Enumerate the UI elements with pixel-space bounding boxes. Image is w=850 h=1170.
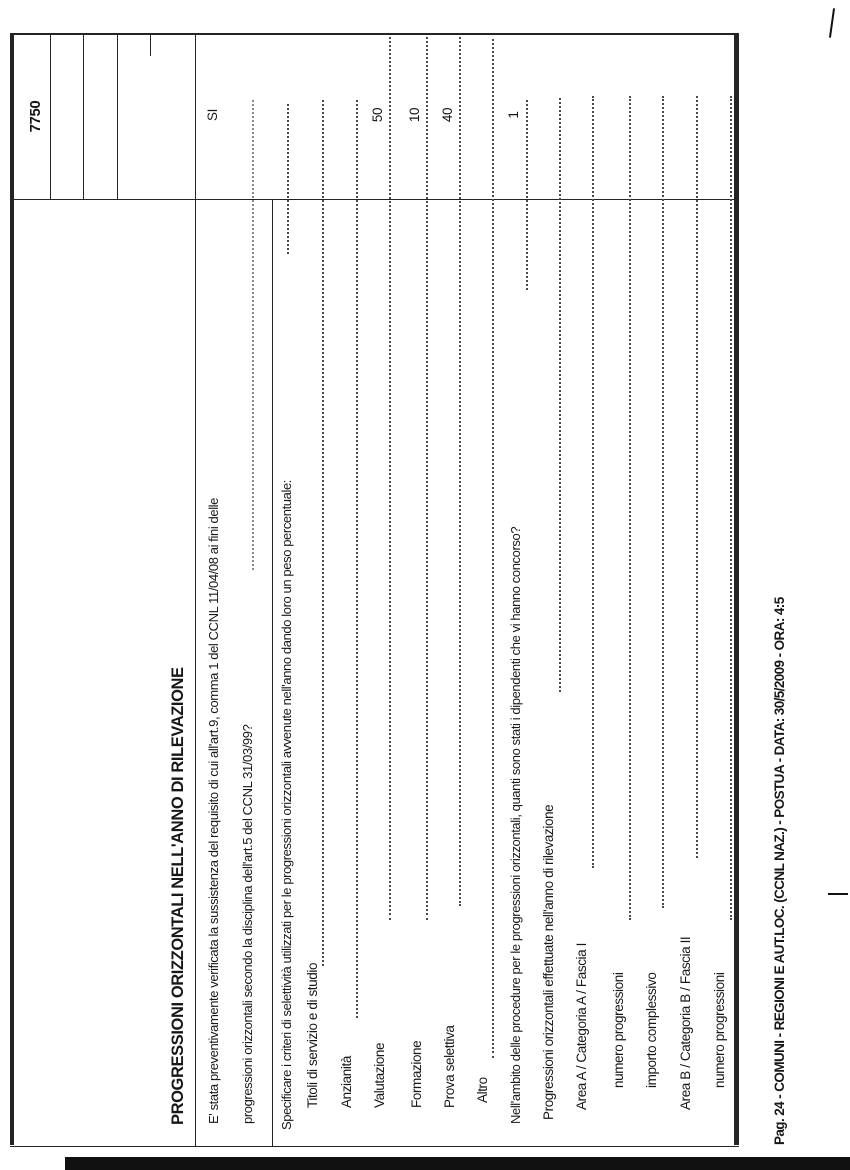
scan-mark <box>829 8 835 38</box>
scan-edge-strip <box>65 1157 850 1170</box>
header-table-row-line <box>83 33 84 200</box>
form-border-right <box>10 33 739 35</box>
question2-answer: 1 <box>506 111 521 119</box>
form-border-bottom <box>734 33 739 1145</box>
header-table-row-line <box>150 33 151 56</box>
header-table-value: 7750 <box>27 100 44 133</box>
form-border-left <box>10 1146 739 1147</box>
section2-row-label: numero progressioni <box>611 972 626 1088</box>
answer-line <box>592 96 594 868</box>
answer-line <box>629 96 631 920</box>
header-table-row-line <box>50 33 51 200</box>
title-underline <box>195 33 196 1146</box>
answer-line <box>356 100 358 1018</box>
answer-line <box>662 96 664 908</box>
section2-row-label: numero progressioni <box>712 972 727 1088</box>
question1-line2: progressioni orizzontali secondo la disciplina dell'art.5 del CCNL 31/03/99? <box>240 724 255 1124</box>
criteria-label: Altro <box>475 1077 490 1103</box>
criteria-value: 40 <box>440 107 455 123</box>
answer-column-divider <box>14 199 734 200</box>
question1-bottom-border <box>272 200 273 1146</box>
answer-line <box>526 100 528 290</box>
question2-text: Nell'ambito delle procedure per le progressioni orizzontali, quanti sono stati i dipendenti che vi hanno concorso? <box>508 526 523 1124</box>
page-footer: Pag. 24 - COMUNI - REGIONI E AUT.LOC. (CCNL NAZ.) - POSTUA - DATA: 30/5/2009 - ORA: 4:5 <box>772 597 787 1145</box>
header-table-row-line <box>117 33 118 200</box>
criteria-label: Titoli di servizio e di studio <box>305 962 320 1108</box>
page-title: PROGRESSIONI ORIZZONTALI NELL'ANNO DI RILEVAZIONE <box>169 667 187 1125</box>
question1-line1: E' stata preventivamente verificata la sussistenza del requisito di cui all'art.9, comma 1 del CCNL 11/04/08 ai fini delle <box>206 497 221 1124</box>
answer-line <box>559 98 561 692</box>
section2-row-label: importo complessivo <box>644 972 659 1088</box>
answer-line <box>252 100 254 570</box>
answer-line <box>389 37 391 920</box>
criteria-label: Anzianità <box>339 1056 354 1108</box>
question1-answer: SI <box>205 109 220 121</box>
answer-line <box>426 37 428 920</box>
criteria-label: Valutazione <box>372 1042 387 1108</box>
criteria-label: Formazione <box>409 1040 424 1108</box>
section2-row-label: Area B / Categoria B / Fascia II <box>678 936 693 1110</box>
section2-title: Progressioni orizzontali effettuate nell'anno di rilevazione <box>541 804 556 1120</box>
scan-mark <box>828 893 848 895</box>
answer-line <box>459 37 461 906</box>
section2-row-label: Area A / Categoria A / Fascia I <box>574 943 589 1110</box>
criteria-value: 10 <box>407 107 422 123</box>
answer-line <box>322 100 324 966</box>
answer-line <box>492 39 494 1058</box>
criteria-label: Prova selettiva <box>442 1025 457 1108</box>
criteria-value: 50 <box>370 107 385 123</box>
criteria-intro: Specificare i criteri di selettività utilizzati per le progressioni orizzontali avvenute nell'anno dando loro un peso percentuale: <box>279 480 294 1130</box>
answer-line <box>696 96 698 858</box>
answer-line <box>287 104 289 254</box>
answer-line <box>730 96 732 920</box>
